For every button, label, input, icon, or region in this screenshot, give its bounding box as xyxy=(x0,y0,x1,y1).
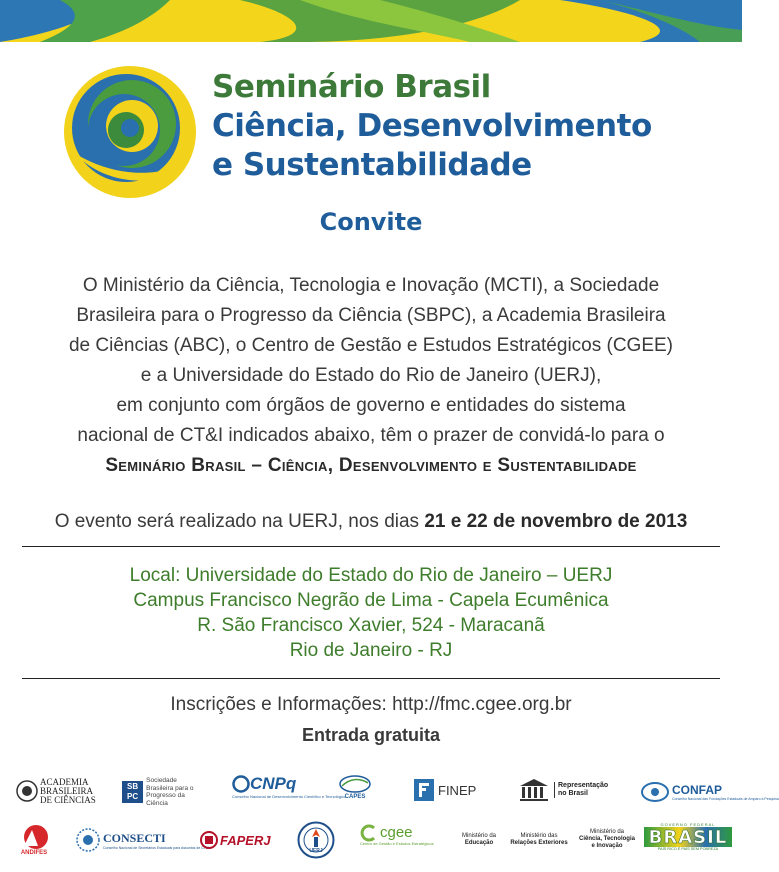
seminar-emblem-icon xyxy=(62,64,198,200)
sbpc-line: Brasileira para o xyxy=(146,784,194,792)
capes-emblem-icon xyxy=(338,774,372,794)
sbpc-line: Sociedade xyxy=(146,777,177,784)
divider xyxy=(22,678,720,679)
cgee-emblem-icon xyxy=(360,825,378,841)
finep-emblem-icon xyxy=(414,779,434,801)
brasil-top-label: GOVERNO FEDERAL xyxy=(660,822,716,827)
ministry-line: Educação xyxy=(464,840,494,846)
consecti-name: CONSECTI xyxy=(103,830,166,845)
cnpq-logo xyxy=(232,774,347,806)
cnpq-emblem-icon xyxy=(232,775,250,793)
faperj-name: FAPERJ xyxy=(220,832,271,848)
venue-line: Local: Universidade do Estado do Rio de Janeiro – UERJ xyxy=(129,565,613,586)
body-line: O Ministério da Ciência, Tecnologia e Inovação (MCTI), a Sociedade xyxy=(82,275,660,296)
cgee-name: cgee xyxy=(380,824,413,841)
faperj-emblem-icon xyxy=(200,830,218,850)
registration-info: Inscrições e Informações: http://fmc.cgee.org.br xyxy=(170,694,572,715)
consecti-logo xyxy=(76,826,210,854)
body-line: Brasileira para o Progresso da Ciência (SBPC), a Academia Brasileira xyxy=(76,305,666,326)
title-line-3: e Sustentabilidade xyxy=(212,147,532,183)
venue-line: R. São Francisco Xavier, 524 - Maracanã xyxy=(197,615,545,636)
ministerio-ciencia-logo xyxy=(574,826,640,852)
venue-block xyxy=(0,563,742,663)
confap-emblem-icon xyxy=(640,781,670,803)
ministry-line: Ministério das xyxy=(520,833,558,839)
venue-line: Campus Francisco Negrão de Lima - Capela Ecumênica xyxy=(133,590,609,611)
uerj-logo xyxy=(296,820,336,860)
capes-logo xyxy=(334,774,376,806)
cgee-logo xyxy=(360,824,450,858)
unesco-temple-icon xyxy=(518,778,550,802)
body-line: em conjunto com órgãos de governo e entidades do sistema xyxy=(116,395,626,416)
brasil-government-logo xyxy=(644,822,732,858)
seminar-title xyxy=(212,68,652,185)
venue-line: Rio de Janeiro - RJ xyxy=(289,640,453,661)
brasil-name: BRASIL xyxy=(648,826,728,848)
body-line: e a Universidade do Estado do Rio de Janeiro (UERJ), xyxy=(140,365,602,386)
cnpq-name: CNPq xyxy=(250,774,297,793)
finep-logo xyxy=(414,774,494,806)
andifes-emblem-icon xyxy=(18,824,50,850)
confap-subtitle: Conselho Nacional das Fundações Estaduais de Amparo à Pesquisa xyxy=(672,797,779,801)
faperj-logo xyxy=(200,826,276,854)
abc-logo xyxy=(16,776,98,806)
body-line: de Ciências (ABC), o Centro de Gestão e Estudos Estratégicos (CGEE) xyxy=(68,335,674,356)
ministerio-relacoes-exteriores-logo xyxy=(505,830,573,850)
brasil-tagline: PAÍS RICO É PAÍS SEM POBREZA xyxy=(657,847,719,851)
cgee-subtitle: Centro de Gestão e Estudos Estratégicos xyxy=(360,841,434,846)
consecti-subtitle: Conselho Nacional de Secretários Estaduais para Assuntos de CT&I xyxy=(103,845,210,850)
ministry-line: Ministério da xyxy=(589,828,624,835)
finep-name: FINEP xyxy=(438,782,477,798)
event-name: Seminário Brasil – Ciência, Desenvolvimento e Sustentabilidade xyxy=(105,455,637,476)
confap-logo xyxy=(640,778,779,806)
body-line: nacional de CT&I indicados abaixo, têm o prazer de convidá-lo para o xyxy=(77,425,665,446)
sbpc-mark: SB PC xyxy=(122,781,143,803)
unesco-line: Representação xyxy=(558,782,609,789)
ministry-line: e Inovação xyxy=(591,842,623,849)
title-line-2: Ciência, Desenvolvimento xyxy=(212,108,652,144)
ministerio-educacao-logo xyxy=(455,830,503,850)
ministry-line: Relações Exteriores xyxy=(510,840,568,846)
admission-info: Entrada gratuita xyxy=(301,725,441,745)
sbpc-line: Progresso da Ciência xyxy=(146,792,185,807)
abc-emblem-icon xyxy=(16,780,38,802)
invite-heading: Convite xyxy=(319,208,423,236)
sbpc-logo xyxy=(122,778,206,806)
invitation-body xyxy=(0,271,742,451)
consecti-emblem-icon xyxy=(76,828,100,852)
ministry-line: Ministério da xyxy=(461,833,496,839)
dates-prefix: O evento será realizado na UERJ, nos dias xyxy=(54,511,425,532)
abc-line: BRASILEIRA xyxy=(40,785,94,796)
confap-name: CONFAP xyxy=(672,783,723,797)
cnpq-subtitle: Conselho Nacional de Desenvolvimento Científico e Tecnológico xyxy=(232,794,347,799)
header xyxy=(0,60,742,205)
dates-highlight: 21 e 22 de novembro de 2013 xyxy=(424,511,688,532)
event-dates xyxy=(0,511,742,533)
title-line-1: Seminário Brasil xyxy=(212,69,491,105)
unesco-logo xyxy=(518,776,608,804)
uerj-name: UERJ xyxy=(309,848,323,854)
divider xyxy=(22,546,720,547)
abc-line: DE CIÊNCIAS xyxy=(40,794,96,805)
ministry-line: Ciência, Tecnologia xyxy=(579,835,635,842)
abc-line: ACADEMIA xyxy=(40,776,89,787)
andifes-logo xyxy=(14,824,54,860)
unesco-line: no Brasil xyxy=(558,790,588,797)
top-banner xyxy=(0,0,742,42)
capes-name: CAPES xyxy=(344,794,366,800)
andifes-name: ANDIFES xyxy=(20,850,48,856)
